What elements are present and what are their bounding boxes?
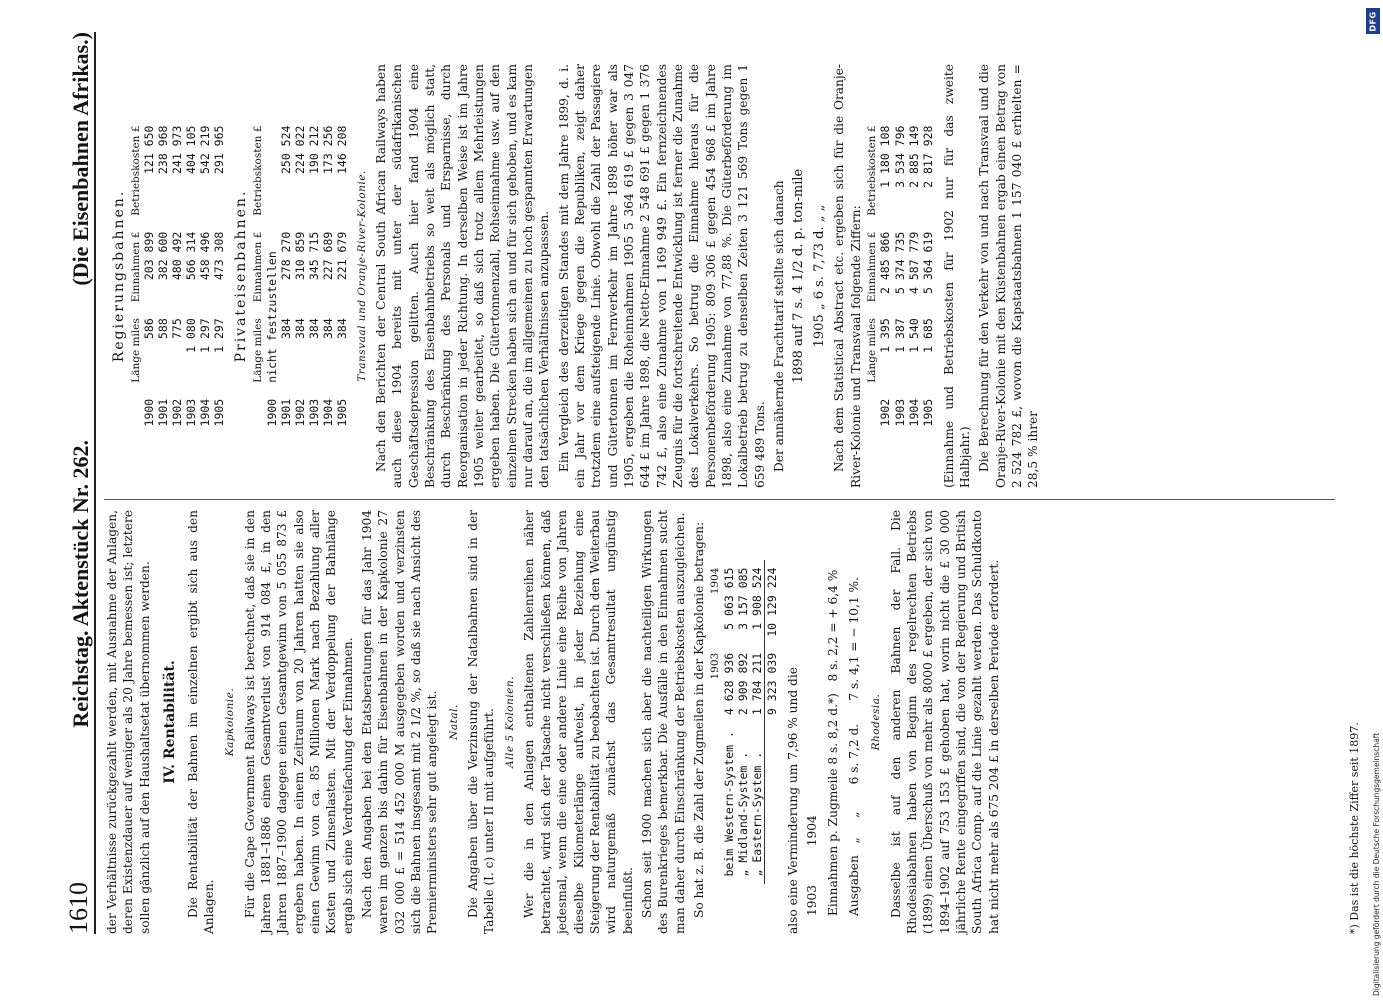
column-divider [104,499,1335,500]
table-row: 1904 1 297 458 496 542 219 [198,125,213,427]
column-header: 1903 [709,652,722,680]
table-row: 1905 384 221 679 146 208 [334,125,349,427]
table-row: 1905 1 297 473 308 291 965 [212,125,227,427]
paragraph: Die Rentabilität der Bahnen im einzelnen ergibt sich aus den Anlagen. [185,510,217,934]
table-row: 1901 588 382 600 238 968 [156,125,171,427]
paragraph: der Verhältnisse zurückgezahlt werden, mit Ausnahme der Anlagen, deren Existenzdauer auf weniger als 20 Jahre bemessen ist; letztere sollen gänzlich auf den Haushaltsetat übernommen werden. [105,510,152,934]
table-row: 1904 1 540 4 587 779 2 885 149 [906,125,921,427]
subheading-alle-kolonien: Alle 5 Kolonien. [504,676,517,768]
subheading-transvaal: Transvaal und Oranje-River-Kolonie. [355,170,368,382]
privateisenbahnen-table [253,118,349,435]
formula-einnahmen: Einnahmen p. Zugmeile 8 s. 8,2 d.*) 8 s. 2,2 = + 6,4 % [826,569,841,916]
paragraph: Ein Vergleich des derzeitigen Standes mit dem Jahre 1899, d. i. ein Jahr vor dem Kriege gegen die Republiken, zeigt daher trotzdem eine aufsteigende Linie. Obwohl die Zahl der Passagiere und Gütertonnen im Fernverkehr im Jahre 1898 höher war als 1905, ergeben die Roheinnahmen 1905 5 364 619 £ gegen 3 047 644 £ im Jahre 1898, die Netto-Einnahme 2 548 691 £ gegen 1 376 742 £, also eine Zunahme von 1 169 949 £. Ein fernzeichnendes Zeugnis für die fortschreitende Entwicklung ist ferner die Zunahme des Lokalverkehrs. So betrug die Einnahme hieraus für die Personenbeförderung 1905: 809 306 £ gegen 454 968 £ im Jahre 1898, also eine Zunahme von 77,88 %. Die Güterbeförderung im Lokalbetrieb betrug zu denselben Zeiten 3 121 569 Tons gegen 1 659 489 Tons. [556,64,767,488]
table-row: 1903 384 345 715 190 212 [306,125,321,427]
page-number: 1610 [64,882,93,934]
paragraph: also eine Verminderung um 7,96 % und die [785,667,800,934]
subheading-natal: Natal. [447,704,460,740]
paragraph: Die Angaben über die Verzinsung der Natalbahnen sind in der Tabelle (I. c) unter II mit aufgeführt. [465,510,497,934]
column-header: Einnahmen £ [865,231,878,303]
table-row: „ Eastern-System . 1 784 211 1 908 524 [749,567,764,877]
right-column [104,64,1335,488]
table-row: 1905 1 685 5 364 619 2 817 928 [920,125,935,427]
table-row: 1902 384 310 859 224 022 [292,125,307,427]
subheading-rhodesia: Rhodesia. [870,693,883,751]
running-title: (Die Eisenbahnen Afrikas.) [68,32,93,286]
table-row: beim Western-System . 4 628 936 5 063 615 [721,567,736,877]
column-header: Betriebskosten £ [129,125,142,216]
column-header: Länge miles [865,318,878,383]
subheading-kapkolonie: Kapkolonie. [224,687,237,757]
footnote: *) Das ist die höchste Ziffer seit 1897. [1348,722,1361,934]
paragraph: Nach dem Statistical Abstract etc. ergeben sich für die Oranje-River-Kolonie und Transvaal folgende Ziffern: [832,64,863,488]
zugmeilen-table [710,560,779,885]
paragraph: Nach den Berichten der Central South African Railways haben auch diese 1904 bereits mit unter der südafrikanischen Geschäftsdepression gelitten. Auch hier fand 1904 eine Beschränkung des Eisenbahnbetriebs so weit als möglich statt, durch Beschränkung des Personals und Ersparnisse, durch Reorganisation in jeder Richtung. In derselben Weise ist im Jahre 1905 weiter gearbeitet, so daß sich trotz allem Mehrleistungen ergeben haben. Die Gütertonnenzahl, Rohseinnahme usw. auf den einzelnen Strecken haben sich an und für sich gehoben, und es kam nur darauf an, die im allgemeinen zu hoch gespannten Erwartungen den tatsächlichen Verhältnissen anzupassen. [373,64,552,488]
page-header [46,32,96,934]
table-sum-row: 9 323 039 10 129 224 [764,560,779,885]
table-row: 1902 1 395 2 485 866 1 180 108 [878,125,893,427]
table-row: 1903 1 387 5 374 735 3 534 796 [892,125,907,427]
formula-years: 1903 1904 [805,815,820,916]
not-determinable-note: nicht festzustellen [264,251,279,383]
column-header: Einnahmen £ [129,231,142,303]
paragraph: Wer die in den Anlagen enthaltenen Zahlenreihen näher betrachtet, wird sich der Tatsache nicht verschließen können, daß jedesmal, wenn die eine oder andere Linie eine Reihe von Jahren dieselbe Kilometerlänge aufweist, in jeder Beziehung eine Steigerung der Rentabilität zu beobachten ist. Durch den Weiterbau wird naturgemäß zunächst das Gesamtresultat ungünstig beeinflußt. [522,510,635,934]
column-header: Länge miles [252,318,265,383]
regierungsbahnen-table [131,118,227,435]
digitization-credit: Digitalisierung gefördert durch die Deutsche Forschungsgemeinschaft [1372,732,1381,996]
column-header: Einnahmen £ [252,231,265,303]
oranje-transvaal-table [867,118,935,435]
table-row: 1900 586 203 899 121 650 [142,125,157,427]
paragraph: Die Berechnung für den Verkehr von und nach Transvaal und die Oranje-River-Kolonie mit den Küstenbahnen ergab einen Betrag von 2 524 782 £, wovon die Kapstaatsbahnen 1 157 040 £ erhielten = 28,5 % ihrer [977,64,1041,488]
column-header: Länge miles [129,318,142,383]
table-title: Privateisenbahnen. [233,189,250,363]
table-row: 1903 1 080 566 314 404 105 [184,125,199,427]
freight-rate-1898: 1898 auf 7 s. 4 1/2 d. p. ton-mile [791,168,807,384]
paragraph: Nach den Angaben bei den Etatsberatungen für das Jahr 1904 waren im ganzen bis dahin für Eisenbahnen in der Kapkolonie 27 032 000 £ = 514 452 000 M ausgegeben worden und verzinsten sich die Bahnen insgesamt mit 2 1/2 %, so daß sie nach Ansicht des Premierministers sehr gut angelegt ist. [359,510,440,934]
dfg-logo-text: DFG [1368,10,1378,32]
column-header: Betriebskosten £ [252,125,265,216]
paragraph: Dasselbe ist auf den anderen Bahnen der Fall. Die Rhodesiabahnen haben von Beginn des regelrechten Betriebs (1899) einen Überschuß von mehr als 8000 £ ergeben, der sich von 1894–1902 auf 753 153 £ gehoben hat, worin nicht die £ 30 000 jährliche Rente eingegriffen sind, die von der Regierung und British South Africa Comp. auf die Linie gezahlt werden. Das Schuldkonto hat nicht mehr als 675 204 £ in derselben Periode erfordert. [888,510,1001,934]
table-title: Regierungsbahnen. [111,189,127,363]
freight-rate-1905: 1905 „ 6 s. 7,73 d. „ „ [811,204,827,348]
paragraph: So hat z. B. die Zahl der Zugmeilen in der Kapkolonie betragen: [691,521,706,918]
paragraph: Der annähernde Frachttarif stellte sich danach [772,180,787,472]
formula-ausgaben: Ausgaben „ „ 6 s. 7,2 d. 7 s. 4,1 = − 10,1 %. [847,577,862,916]
table-row: 1900 nicht festzustellen [265,118,279,435]
table-row: 1902 775 480 492 241 973 [170,125,185,427]
paragraph: (Einnahme und Betriebskosten für 1902 nur für das zweite Halbjahr.) [941,64,972,488]
table-row: 1904 384 227 689 173 256 [320,125,335,427]
left-column [104,510,1335,934]
document-reference: Reichstag. Aktenstück Nr. 262. [68,440,93,728]
table-row: „ Midland-System . 2 909 892 3 157 085 [735,567,750,877]
column-header: 1904 [709,567,722,595]
section-heading: IV. Rentabilität. [162,660,179,784]
paragraph: Für die Cape Government Railways ist berechnet, daß sie in den Jahren 1881–1886 einen Gesamtverlust von 914 084 £, in den Jahren 1887–1900 dagegen einen Gesamtgewinn von 5 055 873 £ ergeben haben. In einem Zeitraum von 20 Jahren hatten sie also einen Gewinn von ca. 85 Millionen Mark nach Bezahlung aller Kosten und Zinsenlasten. Mit der Verdoppelung der Bahnlänge ergab sich eine Verdreifachung der Einnahmen. [242,510,355,934]
table-row: 1901 384 278 270 250 524 [278,125,293,427]
paragraph: Schon seit 1900 machen sich aber die nachteiligen Wirkungen des Burenkrieges bemerkbar. Die Ausfälle in den Einnahmen sucht man daher durch Einschränkung der Betriebskosten auszugleichen. [639,510,687,934]
dfg-logo [1366,8,1380,34]
column-header: Betriebskosten £ [865,125,878,216]
